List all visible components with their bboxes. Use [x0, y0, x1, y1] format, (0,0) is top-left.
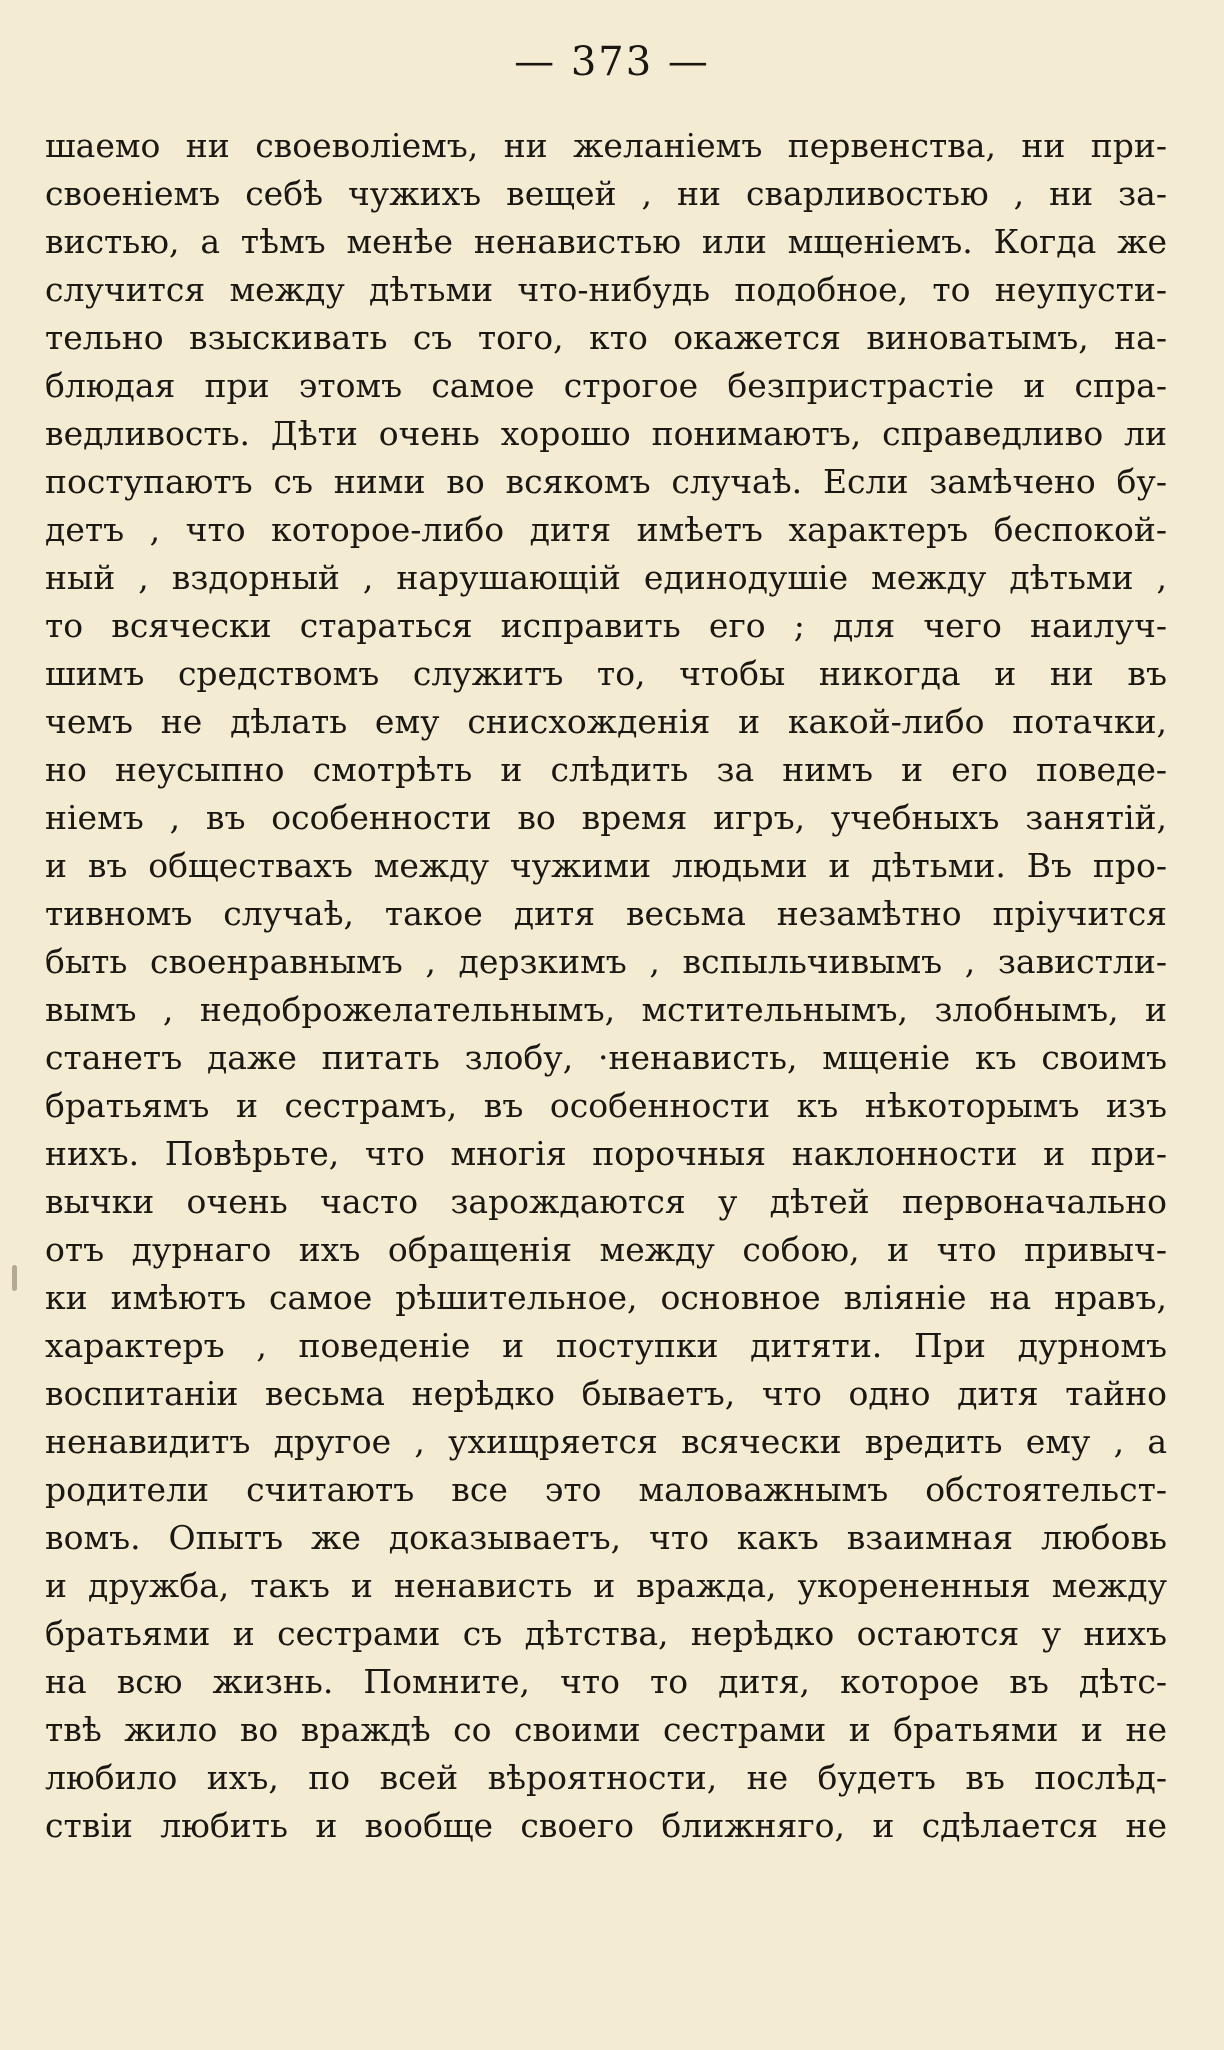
- text-line: вымъ , недоброжелательнымъ, мстительнымъ, злобнымъ, и: [45, 990, 1167, 1029]
- text-line: вомъ. Опытъ же доказываетъ, что какъ взаимная любовь: [45, 1518, 1167, 1557]
- text-line: но неусыпно смотрѣть и слѣдить за нимъ и его поведе-: [45, 750, 1167, 789]
- text-line: любило ихъ, по всей вѣроятности, не будетъ въ послѣд-: [45, 1758, 1167, 1797]
- text-line: ненавидитъ другое , ухищряется всячески вредить ему , а: [45, 1422, 1167, 1461]
- text-line: тельно взыскивать съ того, кто окажется виноватымъ, на-: [45, 318, 1167, 357]
- text-line: братьямъ и сестрамъ, въ особенности къ нѣкоторымъ изъ: [45, 1086, 1167, 1125]
- text-line: на всю жизнь. Помните, что то дитя, которое въ дѣтс-: [45, 1662, 1167, 1701]
- margin-speck: [12, 1265, 17, 1291]
- text-line: ствіи любить и вообще своего ближняго, и сдѣлается не: [45, 1806, 1167, 1845]
- text-line: воспитаніи весьма нерѣдко бываетъ, что одно дитя тайно: [45, 1374, 1167, 1413]
- text-line: характеръ , поведеніе и поступки дитяти. При дурномъ: [45, 1326, 1167, 1365]
- text-line: детъ , что которое-либо дитя имѣетъ характеръ беспокой-: [45, 510, 1167, 549]
- text-line: ніемъ , въ особенности во время игръ, учебныхъ занятій,: [45, 798, 1167, 837]
- text-line: чемъ не дѣлать ему снисхожденія и какой-либо потачки,: [45, 702, 1167, 741]
- text-line: вычки очень часто зарождаются у дѣтей первоначально: [45, 1182, 1167, 1221]
- text-line: ки имѣютъ самое рѣшительное, основное вліяніе на нравъ,: [45, 1278, 1167, 1317]
- text-line: поступаютъ съ ними во всякомъ случаѣ. Если замѣчено бу-: [45, 462, 1167, 501]
- body-text: [45, 122, 1167, 1850]
- text-line: шимъ средствомъ служитъ то, чтобы никогда и ни въ: [45, 654, 1167, 693]
- text-line: тивномъ случаѣ, такое дитя весьма незамѣтно пріучится: [45, 894, 1167, 933]
- text-line: твѣ жило во враждѣ со своими сестрами и братьями и не: [45, 1710, 1167, 1749]
- text-line: своеніемъ себѣ чужихъ вещей , ни сварливостью , ни за-: [45, 174, 1167, 213]
- text-line: шаемо ни своеволіемъ, ни желаніемъ первенства, ни при-: [45, 126, 1167, 165]
- text-line: станетъ даже питать злобу, ·ненависть, мщеніе къ своимъ: [45, 1038, 1167, 1077]
- text-line: нихъ. Повѣрьте, что многія порочныя наклонности и при-: [45, 1134, 1167, 1173]
- text-line: ный , вздорный , нарушающій единодушіе между дѣтьми ,: [45, 558, 1167, 597]
- text-line: братьями и сестрами съ дѣтства, нерѣдко остаются у нихъ: [45, 1614, 1167, 1653]
- text-line: то всячески стараться исправить его ; для чего наилуч-: [45, 606, 1167, 645]
- text-line: ведливость. Дѣти очень хорошо понимаютъ, справедливо ли: [45, 414, 1167, 453]
- text-line: быть своенравнымъ , дерзкимъ , вспыльчивымъ , завистли-: [45, 942, 1167, 981]
- page-number: — 373 —: [514, 39, 710, 85]
- text-line: и въ обществахъ между чужими людьми и дѣтьми. Въ про-: [45, 846, 1167, 885]
- text-line: отъ дурнаго ихъ обращенія между собою, и что привыч-: [45, 1230, 1167, 1269]
- text-line: блюдая при этомъ самое строгое безпристрастіе и спра-: [45, 366, 1167, 405]
- text-line: и дружба, такъ и ненависть и вражда, укорененныя между: [45, 1566, 1167, 1605]
- text-line: родители считаютъ все это маловажнымъ обстоятельст-: [45, 1470, 1167, 1509]
- text-line: вистью, а тѣмъ менѣе ненавистью или мщеніемъ. Когда же: [45, 222, 1167, 261]
- text-line: случится между дѣтьми что-нибудь подобное, то неупусти-: [45, 270, 1167, 309]
